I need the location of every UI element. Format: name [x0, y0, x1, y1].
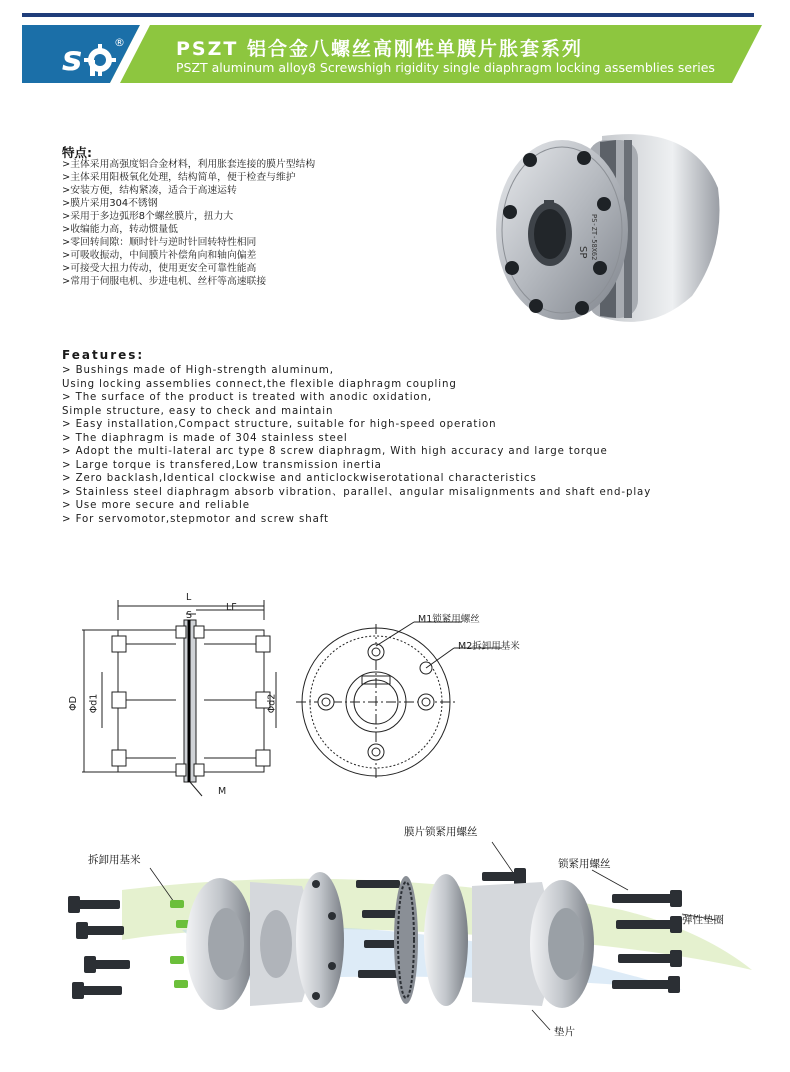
list-item: >可接受大扭力传动，使用更安全可靠性能高	[62, 263, 257, 274]
list-item: >主体采用阳极氧化处理，结构简单，便于检查与维护	[62, 172, 296, 183]
svg-text:s: s	[62, 39, 83, 78]
list-item: Using locking assemblies connect,the flexible diaphragm coupling	[62, 378, 457, 390]
product-photo	[492, 118, 726, 336]
label-M1: M1锁紧用螺丝	[418, 614, 480, 625]
list-item: > Adopt the multi-lateral arc type 8 screw diaphragm, With high accuracy and large torque	[62, 446, 608, 457]
list-item: > The surface of the product is treated with anodic oxidation,	[62, 392, 433, 403]
list-item: > Easy installation,Compact structure, suitable for high-speed operation	[62, 419, 497, 430]
dim-d2: Φd2	[266, 693, 278, 714]
list-item: > For servomotor,stepmotor and screw shaft	[62, 513, 329, 525]
dim-d1: Φd1	[88, 693, 100, 714]
list-item: >采用于多边弧形8个螺丝膜片，扭力大	[62, 211, 234, 222]
title-chinese: PSZT 铝合金八螺丝高刚性单膜片胀套系列	[176, 38, 583, 60]
dim-S: S	[186, 610, 193, 621]
dim-LF: LF	[226, 602, 237, 613]
label-M2: M2拆卸用基米	[458, 641, 520, 652]
features-cn-list	[62, 158, 315, 288]
top-rule	[22, 13, 754, 17]
label-removal-jackscrew: 拆卸用基米	[88, 854, 141, 866]
product-marking: PS-ZT-58X62	[590, 214, 598, 261]
title-english: PSZT aluminum alloy8 Screwshigh rigidity single diaphragm locking assemblies series	[176, 60, 715, 75]
dim-M: M	[218, 786, 227, 797]
registered-mark: ®	[114, 36, 125, 49]
list-item: > Stainless steel diaphragm absorb vibration、parallel、angular misalignments and shaft end-play	[62, 486, 652, 498]
list-item: > Large torque is transfered,Low transmission inertia	[62, 459, 382, 471]
list-item: >零回转间隙：顺时针与逆时针回转特性相同	[62, 237, 257, 248]
label-washer: 垫片	[554, 1026, 575, 1038]
list-item: >收编能力高，转动惯量低	[62, 224, 178, 235]
list-item: >膜片采用304不锈钢	[62, 198, 158, 209]
sp-logo	[60, 34, 132, 78]
label-diaphragm-screw: 膜片锁紧用螺丝	[404, 826, 478, 838]
list-item: >常用于伺服电机、步进电机、丝杆等高速联接	[62, 276, 267, 287]
product-logo: SP	[577, 246, 588, 259]
features-cn-heading: 特点:	[62, 145, 92, 160]
technical-drawing	[62, 590, 542, 805]
features-en-heading: Features:	[62, 348, 145, 362]
dim-L: L	[186, 592, 192, 603]
list-item: > Zero backlash,Identical clockwise and anticlockwiserotational characteristics	[62, 473, 537, 484]
label-locking-screw: 锁紧用螺丝	[558, 858, 611, 870]
dim-D: ΦD	[67, 696, 79, 711]
list-item: >可吸收振动，中间膜片补偿角向和轴向偏差	[62, 250, 257, 261]
side-view	[82, 600, 276, 796]
list-item: > The diaphragm is made of 304 stainless steel	[62, 432, 348, 444]
list-item: > Use more secure and reliable	[62, 500, 250, 511]
label-spring-washer: 弹性垫圈	[682, 914, 724, 926]
exploded-view	[62, 820, 772, 1060]
list-item: >安装方便，结构紧凑，适合于高速运转	[62, 185, 237, 196]
list-item: Simple structure, easy to check and maintain	[62, 405, 334, 417]
list-item: > Bushings made of High-strength aluminum,	[62, 365, 334, 376]
features-en-list	[62, 364, 651, 526]
list-item: >主体采用高强度铝合金材料，利用胀套连接的膜片型结构	[62, 159, 316, 170]
